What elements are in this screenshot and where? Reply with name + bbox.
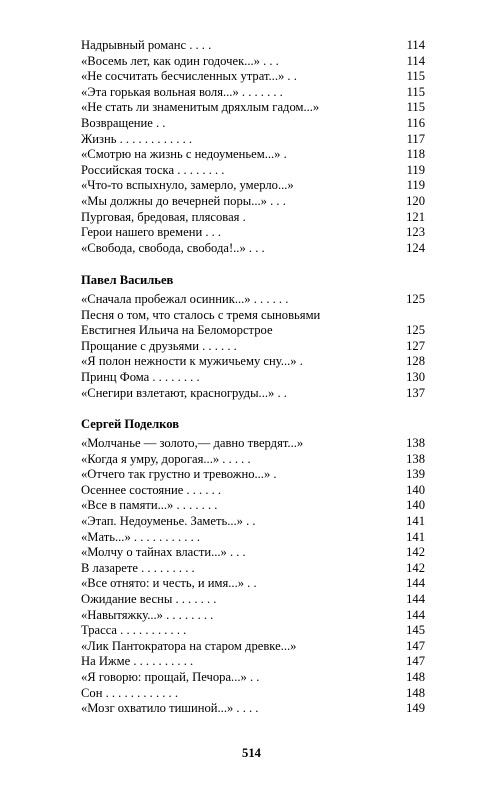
toc-entry bbox=[81, 561, 425, 577]
toc-section-unnamed bbox=[81, 38, 425, 256]
toc-entry-title: Жизнь . . . . . . . . . . . . bbox=[81, 131, 193, 146]
toc-entry bbox=[81, 116, 425, 132]
toc-entry-title: Песня о том, что сталось с тремя сыновьями bbox=[81, 307, 321, 322]
footer-page-number: 514 bbox=[242, 746, 261, 760]
toc-entry bbox=[81, 38, 425, 54]
toc-entry bbox=[81, 483, 425, 499]
toc-entry bbox=[81, 545, 425, 561]
toc-entry-title: Ожидание весны . . . . . . . bbox=[81, 591, 217, 606]
toc-section-sergei-podelkov bbox=[81, 436, 425, 717]
toc-entry-page: 121 bbox=[406, 209, 425, 224]
section-heading-pavel-vasiliev: Павел Васильев bbox=[81, 273, 174, 287]
toc-entry bbox=[81, 308, 425, 324]
toc-entry-page: 141 bbox=[406, 529, 425, 544]
toc-entry bbox=[81, 178, 425, 194]
toc-entry-page: 123 bbox=[406, 225, 425, 240]
toc-entry-page: 141 bbox=[406, 513, 425, 528]
toc-entry-title: В лазарете . . . . . . . . . bbox=[81, 560, 195, 575]
toc-entry bbox=[81, 467, 425, 483]
toc-entry-title: «Молчу о тайнах власти...» . . . bbox=[81, 545, 246, 560]
toc-entry bbox=[81, 639, 425, 655]
toc-entry-title: «Смотрю на жизнь с недоуменьем...» . bbox=[81, 147, 287, 162]
toc-entry-title: «Свобода, свобода, свобода!..» . . . bbox=[81, 240, 265, 255]
toc-entry-page: 114 bbox=[406, 38, 425, 52]
toc-entry-title: «Мы должны до вечерней поры...» . . . bbox=[81, 193, 286, 208]
toc-entry bbox=[81, 194, 425, 210]
toc-entry-page: 140 bbox=[406, 498, 425, 513]
toc-entry-page: 120 bbox=[406, 193, 425, 208]
section-heading-sergei-podelkov: Сергей Поделков bbox=[81, 417, 180, 431]
toc-section-pavel-vasiliev bbox=[81, 292, 425, 401]
toc-entry-title: «Лик Пантократора на старом древке...» bbox=[81, 638, 297, 653]
toc-entry-page: 119 bbox=[406, 178, 425, 193]
toc-entry-title: Прощание с друзьями . . . . . . bbox=[81, 338, 237, 353]
toc-entry-title: Осеннее состояние . . . . . . bbox=[81, 482, 222, 497]
toc-entry-title: На Ижме . . . . . . . . . . bbox=[81, 654, 194, 669]
toc-entry-page: 147 bbox=[406, 654, 425, 669]
toc-entry-title: «Восемь лет, как один годочек...» . . . bbox=[81, 53, 279, 68]
toc-entry-title: Возвращение . . bbox=[81, 115, 166, 130]
toc-entry-page: 140 bbox=[406, 482, 425, 497]
toc-entry bbox=[81, 292, 425, 308]
toc-entry-page: 128 bbox=[406, 354, 425, 369]
toc-entry-page: 144 bbox=[406, 607, 425, 622]
toc-entry-page: 115 bbox=[406, 69, 425, 84]
toc-entry-page: 127 bbox=[406, 338, 425, 353]
toc-entry-page: 125 bbox=[406, 323, 425, 338]
toc-entry bbox=[81, 576, 425, 592]
toc-entry bbox=[81, 498, 425, 514]
toc-entry bbox=[81, 452, 425, 468]
toc-entry-page: 144 bbox=[406, 576, 425, 591]
toc-entry-page: 119 bbox=[406, 162, 425, 177]
toc-entry-page: 115 bbox=[406, 84, 425, 99]
toc-entry bbox=[81, 339, 425, 355]
toc-entry-title: «Мать...» . . . . . . . . . . . bbox=[81, 529, 201, 544]
toc-entry bbox=[81, 514, 425, 530]
toc-entry bbox=[81, 241, 425, 257]
toc-entry bbox=[81, 370, 425, 386]
toc-entry-title: «Я полон нежности к мужичьему сну...» . bbox=[81, 354, 303, 369]
toc-entry bbox=[81, 323, 425, 339]
toc-entry-title: «Молчанье — золото,— давно твердят...» bbox=[81, 436, 304, 450]
toc-entry-page: 118 bbox=[406, 147, 425, 162]
toc-entry-title: Надрывный романс . . . . bbox=[81, 38, 212, 52]
toc-entry-title: Пурговая, бредовая, плясовая . bbox=[81, 209, 246, 224]
toc-entry-page: 142 bbox=[406, 560, 425, 575]
toc-entry-title: Российская тоска . . . . . . . . bbox=[81, 162, 225, 177]
toc-entry bbox=[81, 85, 425, 101]
toc-entry-title: «Не стать ли знаменитым дряхлым гадом...» bbox=[81, 100, 320, 115]
toc-entry-title: «Отчего так грустно и тревожно...» . bbox=[81, 467, 277, 482]
toc-entry-title: «Я говорю: прощай, Печора...» . . bbox=[81, 669, 260, 684]
toc-entry-page: 147 bbox=[406, 638, 425, 653]
toc-entry bbox=[81, 654, 425, 670]
toc-entry-title: «Все в памяти...» . . . . . . . bbox=[81, 498, 218, 513]
toc-entry-page: 149 bbox=[406, 701, 425, 716]
toc-entry bbox=[81, 100, 425, 116]
toc-entry-page: 130 bbox=[406, 369, 425, 384]
toc-entry bbox=[81, 163, 425, 179]
toc-entry bbox=[81, 530, 425, 546]
toc-entry-page: 137 bbox=[406, 385, 425, 400]
toc-entry-page: 124 bbox=[406, 240, 425, 255]
toc-entry-title: «Не сосчитать бесчисленных утрат...» . . bbox=[81, 69, 297, 84]
toc-entry-title: Трасса . . . . . . . . . . . bbox=[81, 623, 187, 638]
toc-entry bbox=[81, 436, 425, 452]
toc-entry bbox=[81, 670, 425, 686]
toc-entry bbox=[81, 608, 425, 624]
toc-entry-title: «Мозг охватило тишиной...» . . . . bbox=[81, 701, 259, 716]
toc-entry-title: Герои нашего времени . . . bbox=[81, 225, 222, 240]
toc-entry-page: 148 bbox=[406, 685, 425, 700]
toc-entry bbox=[81, 354, 425, 370]
toc-entry bbox=[81, 701, 425, 717]
toc-entry-page: 125 bbox=[406, 292, 425, 306]
toc-entry bbox=[81, 132, 425, 148]
toc-entry-page: 148 bbox=[406, 669, 425, 684]
toc-entry bbox=[81, 686, 425, 702]
toc-entry-title: «Этап. Недоуменье. Заметь...» . . bbox=[81, 513, 256, 528]
toc-entry bbox=[81, 225, 425, 241]
toc-entry-page: 114 bbox=[406, 53, 425, 68]
toc-entry-title: «Все отнято: и честь, и имя...» . . bbox=[81, 576, 257, 591]
toc-entry bbox=[81, 592, 425, 608]
toc-entry-title: Евстигнея Ильича на Беломорстрое bbox=[81, 323, 273, 338]
toc-entry-page: 145 bbox=[406, 623, 425, 638]
toc-entry-title: «Когда я умру, дорогая...» . . . . . bbox=[81, 451, 251, 466]
toc-entry bbox=[81, 54, 425, 70]
toc-entry bbox=[81, 386, 425, 402]
toc-entry-page: 117 bbox=[406, 131, 425, 146]
toc-entry-page: 115 bbox=[406, 100, 425, 115]
toc-entry-page: 138 bbox=[406, 451, 425, 466]
toc-entry-title: «Навытяжку...» . . . . . . . . bbox=[81, 607, 214, 622]
toc-entry bbox=[81, 210, 425, 226]
toc-entry bbox=[81, 69, 425, 85]
toc-entry-title: Принц Фома . . . . . . . . bbox=[81, 369, 200, 384]
toc-entry-page: 142 bbox=[406, 545, 425, 560]
toc-entry-page: 138 bbox=[406, 436, 425, 450]
toc-entry-title: «Эта горькая вольная воля...» . . . . . . . bbox=[81, 84, 283, 99]
toc-entry-page: 116 bbox=[406, 115, 425, 130]
toc-entry-page: 139 bbox=[406, 467, 425, 482]
toc-entry-title: «Сначала пробежал осинник...» . . . . . . bbox=[81, 292, 289, 306]
toc-entry-page: 144 bbox=[406, 591, 425, 606]
toc-entry bbox=[81, 147, 425, 163]
toc-entry-title: «Снегири взлетают, красногруды...» . . bbox=[81, 385, 287, 400]
toc-entry-title: «Что-то вспыхнуло, замерло, умерло...» bbox=[81, 178, 294, 193]
toc-entry-title: Сон . . . . . . . . . . . . bbox=[81, 685, 178, 700]
toc-entry bbox=[81, 623, 425, 639]
